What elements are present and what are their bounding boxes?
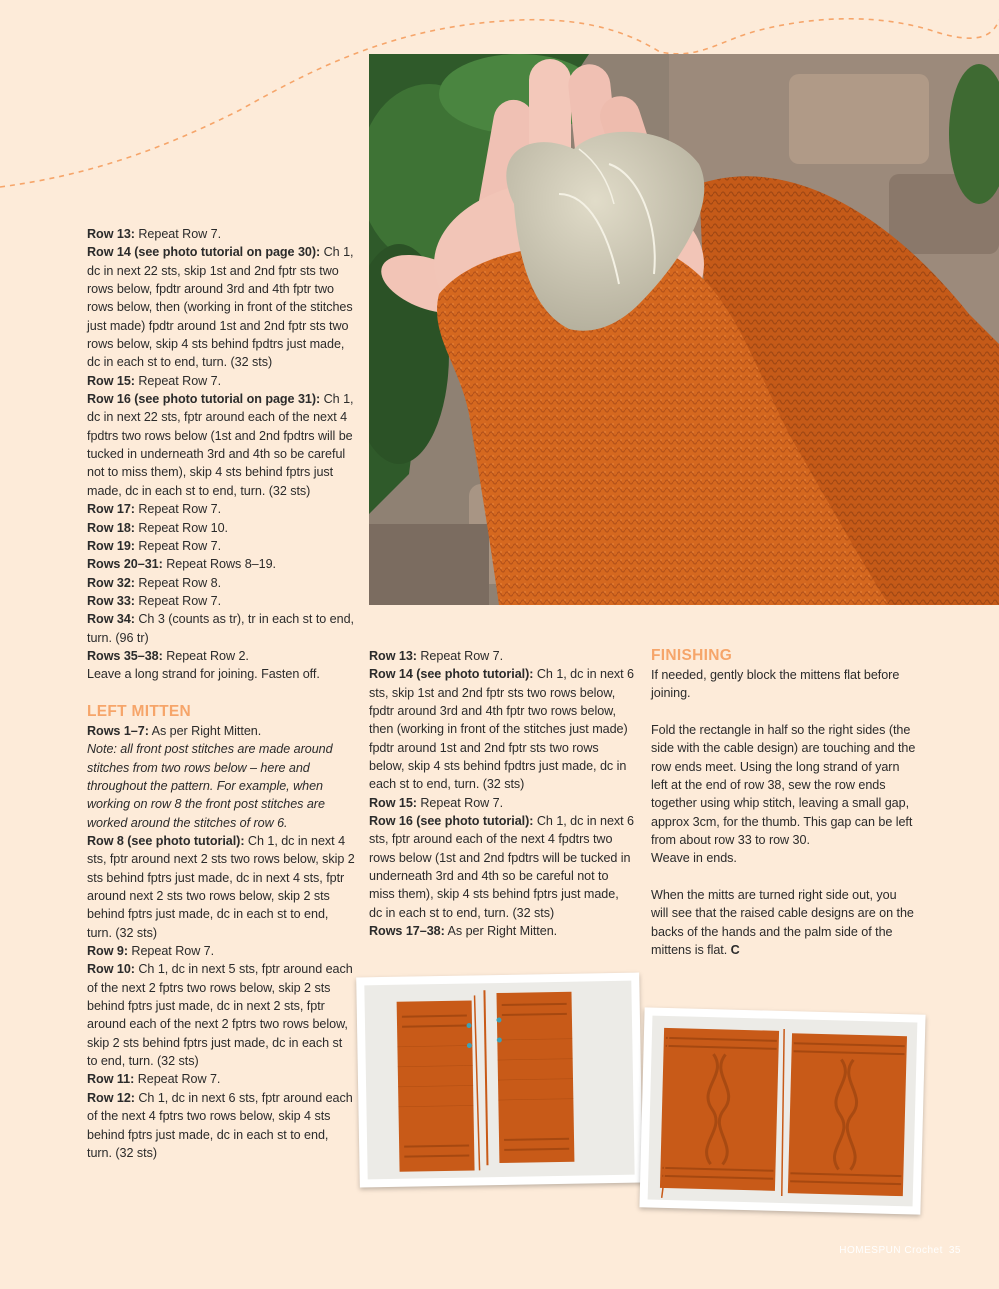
pattern-row	[87, 1089, 355, 1162]
row-label: Row 19:	[87, 538, 135, 553]
column-finishing	[651, 646, 916, 960]
pattern-row	[87, 665, 355, 683]
pattern-row	[87, 372, 355, 390]
hero-photo-fingerless-mittens	[369, 54, 999, 605]
page-number: 35	[948, 1245, 961, 1256]
row-label: Row 15:	[369, 795, 417, 810]
row-label: Row 32:	[87, 575, 135, 590]
row-instructions: Ch 1, dc in next 22 sts, skip 1st and 2nd fptr sts two rows below, fpdtr around 3rd and 4th fptr two rows below, then (working in front of the stitches just made) fpdtr around 1st and 2nd fptr sts two rows below, skip 4 sts behind fpdtrs just made, dc in each st to end, turn. (32 sts)	[87, 245, 354, 370]
row-label: Row 13:	[369, 649, 417, 663]
pattern-row	[87, 942, 355, 960]
row-label: Row 12:	[87, 1090, 135, 1105]
pattern-row	[369, 922, 634, 940]
finishing-paragraph-2: Fold the rectangle in half so the right sides (the side with the cable design) are touching and the row ends meet. Using the long strand of yarn left at the end of row 38, sew the row ends together using whip stitch, leaving a small gap, approx 3cm, for the thumb. This gap can be left from about row 33 to row 30.	[651, 723, 916, 848]
row-label: Row 9:	[87, 944, 128, 959]
row-instructions: Repeat Row 7.	[416, 649, 504, 663]
finishing-paragraph-3: Weave in ends.	[651, 851, 737, 866]
photo-flat-mitten-rectangles	[356, 973, 643, 1188]
pattern-row	[87, 537, 355, 555]
row-instructions: Repeat Row 7.	[134, 538, 222, 553]
pattern-row	[87, 832, 355, 942]
row-instructions: As per Right Mitten.	[444, 924, 558, 939]
pattern-row	[369, 647, 634, 665]
row-instructions: Repeat Row 8.	[134, 575, 222, 590]
pattern-row	[87, 574, 355, 592]
pattern-row	[87, 243, 355, 371]
row-instructions: Repeat Row 7.	[134, 373, 222, 388]
pattern-row	[87, 555, 355, 573]
row-label: Rows 20–31:	[87, 557, 163, 572]
row-label: Row 13:	[87, 227, 135, 241]
row-instructions: Leave a long strand for joining. Fasten off.	[87, 667, 320, 682]
page-footer	[839, 1245, 961, 1256]
row-label: Row 34:	[87, 612, 135, 627]
row-instructions: Repeat Rows 8–19.	[162, 557, 276, 572]
magazine-name: HOMESPUN Crochet	[839, 1245, 943, 1256]
row-instructions: Ch 1, dc in next 5 sts, fptr around each of the next 2 fptrs two rows below, skip 2 sts behind fptrs just made, dc in next 2 sts, fptr around each of the next 2 fptrs two rows below, skip 2 sts behind fptrs just made, dc in each st to end, turn. (32 sts)	[87, 962, 353, 1069]
row-label: Row 15:	[87, 373, 135, 388]
row-label: Row 14 (see photo tutorial):	[369, 667, 534, 682]
row-instructions: Repeat Row 10.	[134, 520, 228, 535]
pattern-row	[87, 390, 355, 500]
row-label: Row 33:	[87, 593, 135, 608]
photo-cable-panels	[639, 1007, 925, 1214]
row-label: Row 14 (see photo tutorial on page 30):	[87, 245, 321, 260]
pattern-row	[87, 592, 355, 610]
pattern-row	[87, 647, 355, 665]
row-instructions: Ch 1, dc in next 6 sts, skip 1st and 2nd fptr sts two rows below, fpdtr around 3rd and 4th fptr two rows below, then (working in front of the stitches just made) fpdtr around 1st and 2nd fptr sts two rows below, skip 4 sts behind fpdtrs just made, dc in each st to end, turn. (32 sts)	[369, 667, 634, 792]
row-instructions: Ch 3 (counts as tr), tr in each st to end, turn. (96 tr)	[87, 612, 354, 645]
row-label: Rows 35–38:	[87, 648, 163, 663]
row-instructions: Ch 1, dc in next 6 sts, fptr around each of the next 4 fptrs two rows below, skip 4 sts behind fptrs just made, dc in each st to end, turn. (32 sts)	[87, 1090, 353, 1160]
row-instructions: As per Right Mitten.	[148, 723, 262, 738]
column-left-mitten-continued	[369, 647, 634, 941]
row-instructions: Ch 1, dc in next 6 sts, fptr around each of the next 4 fpdtrs two rows below (1st and 2nd fpdtrs will be tucked in underneath 3rd and 4th so be careful not to miss them), skip 4 sts behind fptrs just made, dc in each st to end, turn. (32 sts)	[369, 814, 634, 920]
row-label: Row 17:	[87, 502, 135, 517]
pattern-row	[87, 610, 355, 647]
pattern-row	[87, 1070, 355, 1088]
note-paragraph: Note: all front post stitches are made around stitches from two rows below – here and throughout the pattern. For example, when working on row 8 the front post stitches are worked around the stitches of row 6.	[87, 742, 333, 830]
pattern-row	[87, 722, 355, 740]
row-instructions: Repeat Row 7.	[134, 227, 222, 241]
row-label: Row 8 (see photo tutorial):	[87, 834, 245, 848]
finishing-paragraph-1: If needed, gently block the mittens flat before joining.	[651, 668, 900, 701]
pattern-row	[369, 794, 634, 812]
pattern-row	[87, 225, 355, 243]
pattern-row	[369, 665, 634, 793]
row-instructions: Repeat Row 7.	[134, 1072, 221, 1087]
end-mark: C	[730, 943, 740, 958]
row-instructions: Repeat Row 7.	[416, 795, 504, 810]
column-right-mitten-continued	[87, 225, 355, 1162]
row-label: Row 16 (see photo tutorial):	[369, 814, 534, 829]
row-label: Row 11:	[87, 1072, 135, 1087]
pattern-row	[87, 960, 355, 1070]
row-instructions: Repeat Row 7.	[134, 593, 222, 608]
row-label: Row 16 (see photo tutorial on page 31):	[87, 392, 321, 407]
section-heading-left-mitten: LEFT MITTEN	[87, 702, 192, 720]
finishing-paragraph-4: When the mitts are turned right side out, you will see that the raised cable designs are on the backs of the hands and the palm side of the mittens is flat. C	[651, 888, 914, 958]
row-label: Rows 17–38:	[369, 924, 445, 939]
pattern-row	[87, 519, 355, 537]
row-label: Row 18:	[87, 520, 135, 535]
row-label: Rows 1–7:	[87, 723, 149, 738]
row-instructions: Repeat Row 7.	[127, 944, 215, 959]
pattern-row	[369, 812, 634, 922]
section-heading-finishing: FINISHING	[651, 647, 733, 664]
row-instructions: Ch 1, dc in next 4 sts, fptr around next 2 sts two rows below, skip 2 sts behind fptrs just made, dc in next 4 sts, fptr around next 2 sts two rows below, skip 2 sts behind fptrs just made, dc in each st to end, turn. (32 sts)	[87, 834, 355, 940]
row-instructions: Ch 1, dc in next 22 sts, fptr around each of the next 4 fpdtrs two rows below (1st and 2nd fpdtrs will be tucked in underneath 3rd and 4th so be careful not to miss them), skip 4 sts behind fptrs just made, dc in each st to end, turn. (32 sts)	[87, 392, 354, 498]
row-instructions: Repeat Row 2.	[162, 648, 249, 663]
row-label: Row 10:	[87, 962, 135, 977]
pattern-row	[87, 500, 355, 518]
row-instructions: Repeat Row 7.	[134, 502, 222, 517]
